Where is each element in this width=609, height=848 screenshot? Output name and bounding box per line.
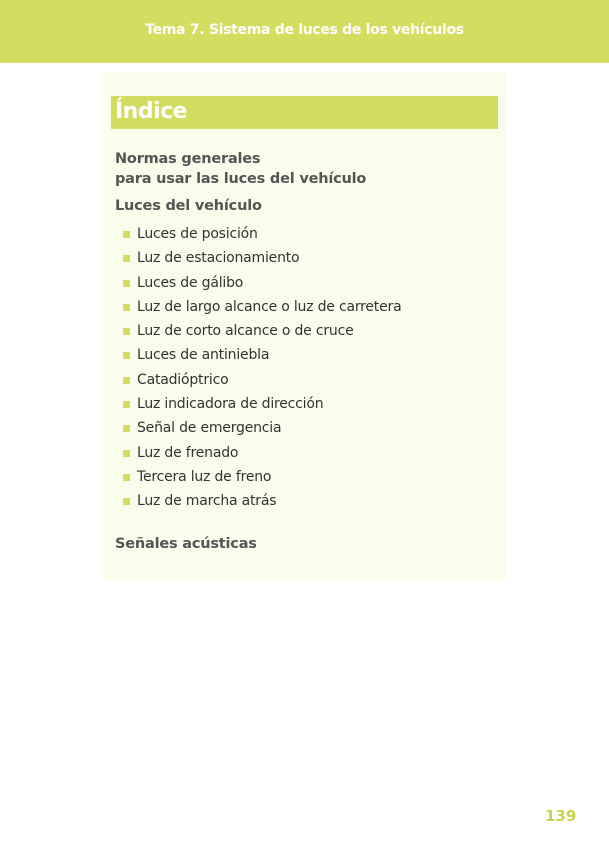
bullet-square-icon [123, 425, 130, 432]
index-item-label: Luces de gálibo [137, 274, 244, 291]
index-item [123, 489, 401, 513]
header-title: Tema 7. Sistema de luces de los vehículos [145, 21, 464, 38]
index-item [123, 295, 401, 319]
index-item [123, 416, 401, 440]
index-item-label: Luces de antiniebla [137, 347, 270, 364]
bullet-square-icon [123, 352, 130, 359]
index-item [123, 246, 401, 270]
section-normas-generales [115, 149, 366, 189]
page-number: 139 [545, 807, 577, 825]
index-item [123, 392, 401, 416]
index-title-bar [111, 96, 498, 129]
page-header [0, 0, 609, 63]
index-item-label: Señal de emergencia [137, 420, 282, 437]
index-item-label: Luces de posición [137, 226, 258, 242]
index-item-label: Catadióptrico [137, 371, 229, 388]
index-item-label: Luz de frenado [137, 444, 239, 461]
index-item-label: Luz de marcha atrás [137, 493, 277, 510]
index-item-label: Luz indicadora de dirección [137, 396, 324, 413]
index-item [123, 465, 401, 489]
index-item [123, 441, 401, 465]
index-item-list [123, 222, 401, 514]
bullet-square-icon [123, 231, 130, 238]
bullet-square-icon [123, 328, 130, 335]
bullet-square-icon [123, 304, 130, 311]
index-item-label: Luz de largo alcance o luz de carretera [137, 298, 402, 315]
bullet-square-icon [123, 474, 130, 481]
section-luces-del-vehiculo: Luces del vehículo [115, 198, 262, 214]
index-item [123, 319, 401, 343]
index-panel [104, 72, 506, 580]
bullet-square-icon [123, 498, 130, 505]
index-item-label: Luz de corto alcance o de cruce [137, 323, 354, 340]
bullet-square-icon [123, 280, 130, 287]
index-title: Índice [115, 99, 188, 124]
index-item-label: Tercera luz de freno [137, 468, 272, 485]
index-item-label: Luz de estacionamiento [137, 250, 300, 267]
bullet-square-icon [123, 255, 130, 262]
bullet-square-icon [123, 401, 130, 408]
index-item [123, 271, 401, 295]
index-item [123, 222, 401, 246]
index-item [123, 368, 401, 392]
bullet-square-icon [123, 450, 130, 457]
bullet-square-icon [123, 377, 130, 384]
section-normas-line1: Normas generales [115, 151, 261, 167]
index-item [123, 343, 401, 367]
section-senales-acusticas: Señales acústicas [115, 536, 257, 552]
section-normas-line2: para usar las luces del vehículo [115, 171, 367, 187]
